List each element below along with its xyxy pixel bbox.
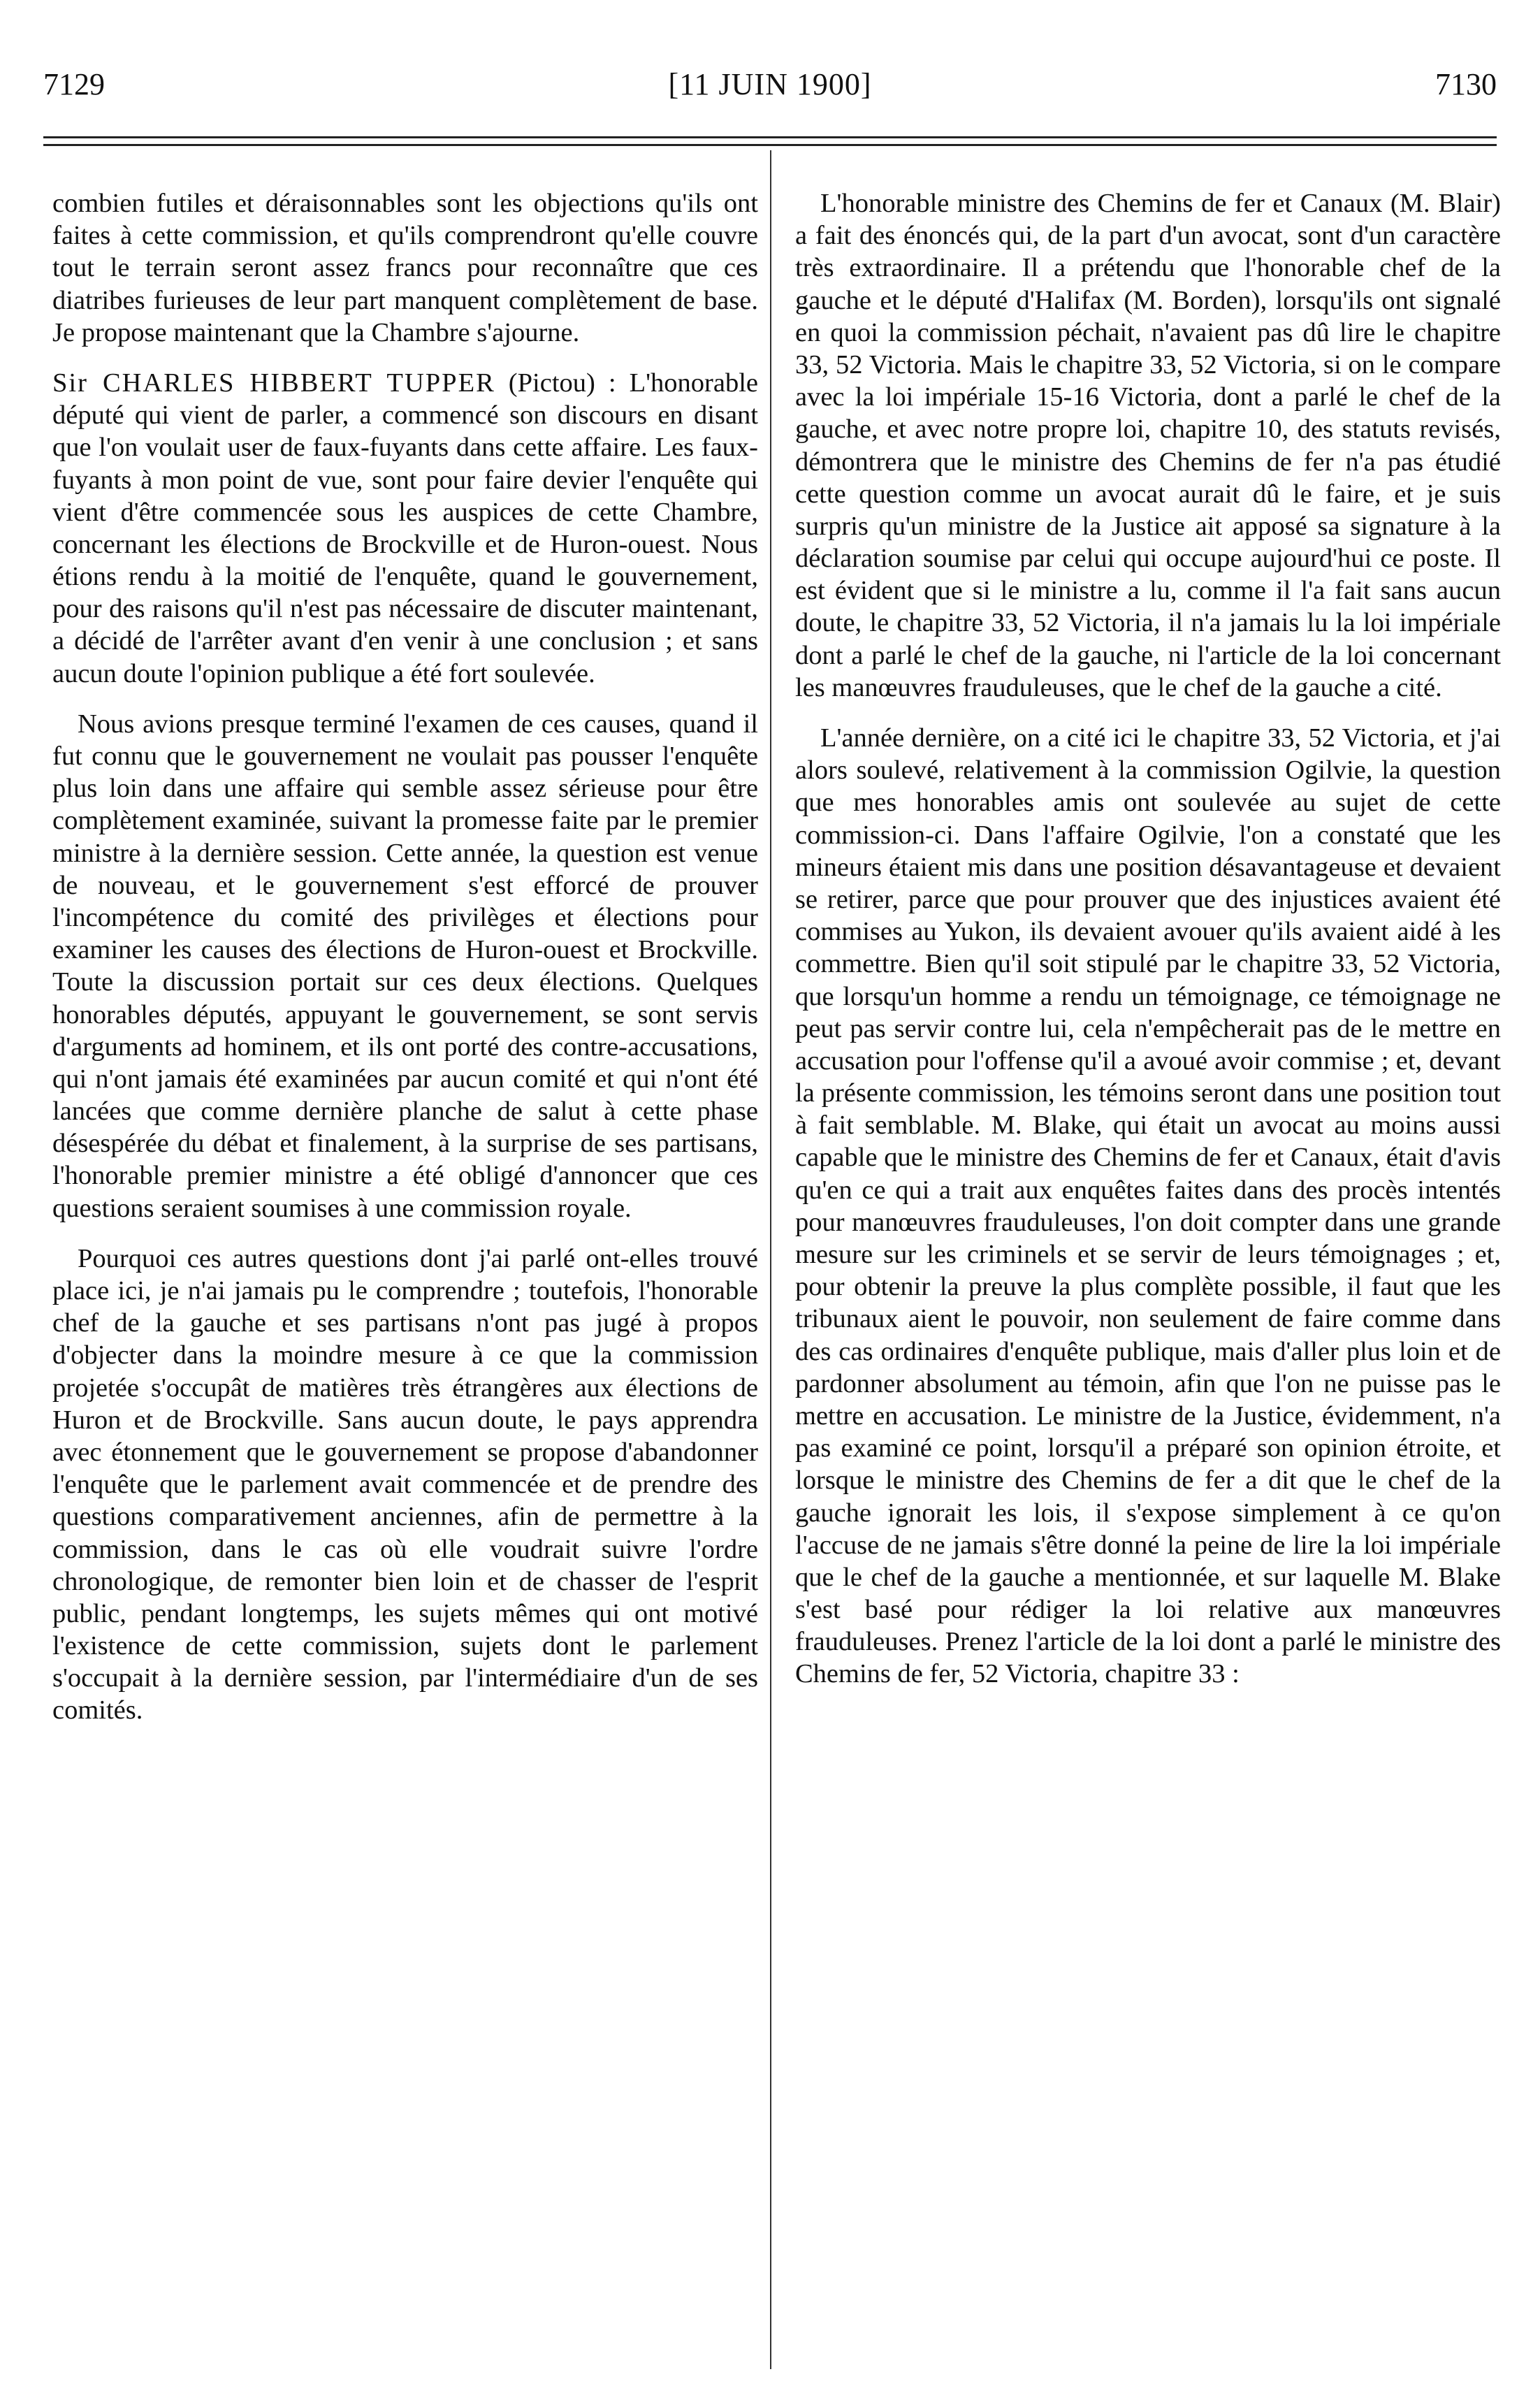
page-header: [43, 66, 1497, 115]
speaker-name: Sir CHARLES HIBBERT TUPPER: [52, 368, 495, 398]
paragraph-speaker: [52, 367, 758, 690]
paragraph: L'honorable ministre des Chemins de fer et Canaux (M. Blair) a fait des énoncés qui, de la part d'un avocat, sont d'un caractère très extraordinaire. Il a prétendu que l'honorable chef de la gauche et le député d'Halifax (M. Borden), lorsqu'ils ont signalé en quoi la commission péchait, n'avaient pas dû lire le chapitre 33, 52 Victoria. Mais le chapitre 33, 52 Victoria, si on le compare avec la loi impériale 15-16 Victoria, dont a parlé le chef de la gauche, et avec notre propre loi, chapitre 10, des statuts revisés, démontrera que le ministre des Chemins de fer n'a pas étudié cette question comme un avocat aurait dû le faire, et je suis surpris qu'un ministre de la Justice ait apposé sa signature à la déclaration soumise par celui qui occupe aujourd'hui ce poste. Il est évident que si le ministre a lu, comme il l'a fait sans aucun doute, le chapitre 33, 52 Victoria, il n'a jamais lu la loi impériale dont a parlé le chef de la gauche, ni l'article de la loi concernant les manœuvres frauduleuses, que le chef de la gauche a cité.: [795, 189, 1501, 702]
paragraph-text: (Pictou) : L'honorable député qui vient de parler, a commencé son discours en disant que l'on voulait user de faux-fuyants dans cette affaire. Les faux-fuyants à mon point de vue, sont pour faire devier l'enquête qui vient d'être commencée sous les auspices de cette Chambre, concernant les élections de Brockville et de Huron-ouest. Nous étions rendu à la moitié de l'enquête, quand le gouvernement, pour des raisons qu'il n'est pas nécessaire de discuter maintenant, a décidé de l'arrêter avant d'en venir à une conclusion ; et sans aucun doute l'opinion publique a été fort soulevée.: [52, 368, 758, 688]
paragraph: L'année dernière, on a cité ici le chapitre 33, 52 Victoria, et j'ai alors soulevé, relativement à la commission Ogilvie, la question que mes honorables amis ont soulevée au sujet de cette commission-ci. Dans l'affaire Ogilvie, l'on a constaté que les mineurs étaient mis dans une position désavantageuse et devaient se retirer, parce que pour prouver que des injustices avaient été commises au Yukon, ils devaient avouer qu'ils avaient aidé à les commettre. Bien qu'il soit stipulé par le chapitre 33, 52 Victoria, que lorsqu'un homme a rendu un témoignage, ce témoignage ne peut pas servir contre lui, cela n'empêcherait pas de le mettre en accusation pour l'offense qu'il a avoué avoir commise ; et, devant la présente commission, les témoins seront dans une position tout à fait semblable. M. Blake, qui était un avocat au moins aussi capable que le ministre des Chemins de fer et Canaux, était d'avis qu'en ce qui a trait aux enquêtes faites dans des procès intentés pour manœuvres frauduleuses, l'on doit compter dans une grande mesure sur les criminels et se servir de leurs témoignages ; et, pour obtenir la preuve la plus complète possible, il faut que les tribunaux aient le pouvoir, non seulement de faire comme dans des cas ordinaires d'enquête publique, mais d'aller plus loin et de pardonner absolument au témoin, afin que l'on ne puisse pas le mettre en accusation. Le ministre de la Justice, évidemment, n'a pas examiné ce point, lorsqu'il a préparé son opinion étroite, et lorsque le ministre des Chemins de fer a dit que le chef de la gauche ignorait les lois, il s'expose simplement à ce qu'on l'accuse de ne jamais s'être donné la peine de lire la loi impériale que le chef de la gauche a mentionnée, et sur laquelle M. Blake s'est basé pour rédiger la loi relative aux manœuvres frauduleuses. Prenez l'article de la loi dont a parlé le ministre des Chemins de fer, 52 Victoria, chapitre 33 :: [795, 723, 1501, 1689]
column-divider: [770, 150, 771, 2369]
paragraph: combien futiles et déraisonnables sont les objections qu'ils ont faites à cette commission, et qu'ils comprendront qu'elle couvre tout le terrain seront assez francs pour reconnaître que ces diatribes furieuses de leur part manquent complètement de base. Je propose maintenant que la Chambre s'ajourne.: [52, 189, 758, 347]
left-column: [52, 187, 758, 1745]
header-rule-bottom: [43, 144, 1497, 146]
page-number-left: 7129: [43, 67, 105, 101]
header-date: [11 JUIN 1900]: [668, 67, 872, 101]
header-rule-top: [43, 136, 1497, 138]
paragraph: Pourquoi ces autres questions dont j'ai parlé ont-elles trouvé place ici, je n'ai jamais pu le comprendre ; toutefois, l'honorable chef de la gauche et ses partisans n'ont pas jugé à propos d'objecter dans la moindre mesure à ce que la commission projetée s'occupât de matières très étrangères aux élections de Huron et de Brockville. Sans aucun doute, le pays apprendra avec étonnement que le gouvernement se propose d'abandonner l'enquête que le parlement avait commencée et de prendre des questions comparativement anciennes, afin de permettre à la commission, dans le cas où elle voudrait suivre l'ordre chronologique, de remonter bien loin et de chasser de l'esprit public, pendant longtemps, les sujets mêmes qui ont motivé l'existence de cette commission, sujets dont le parlement s'occupait à la dernière session, par l'intermédiaire d'un de ses comités.: [52, 1243, 758, 1725]
page-number-right: 7130: [1435, 67, 1497, 101]
paragraph: Nous avions presque terminé l'examen de ces causes, quand il fut connu que le gouvernement ne voulait pas pousser l'enquête plus loin dans une affaire qui semble assez sérieuse pour être complètement examinée, suivant la promesse faite par le premier ministre à la dernière session. Cette année, la question est venue de nouveau, et le gouvernement s'est efforcé de prouver l'incompétence du comité des privilèges et élections pour examiner les causes des élections de Huron-ouest et Brockville. Toute la discussion portait sur ces deux élections. Quelques honorables députés, appuyant le gouvernement, se sont servis d'arguments ad hominem, et ils ont porté des contre-accusations, qui n'ont jamais été examinées par aucun comité et qui n'ont été lancées que comme dernière planche de salut à cette phase désespérée du débat et finalement, à la surprise de ses partisans, l'honorable premier ministre a été obligé d'annoncer que ces questions seraient soumises à une commission royale.: [52, 709, 758, 1223]
right-column: [795, 187, 1501, 1709]
